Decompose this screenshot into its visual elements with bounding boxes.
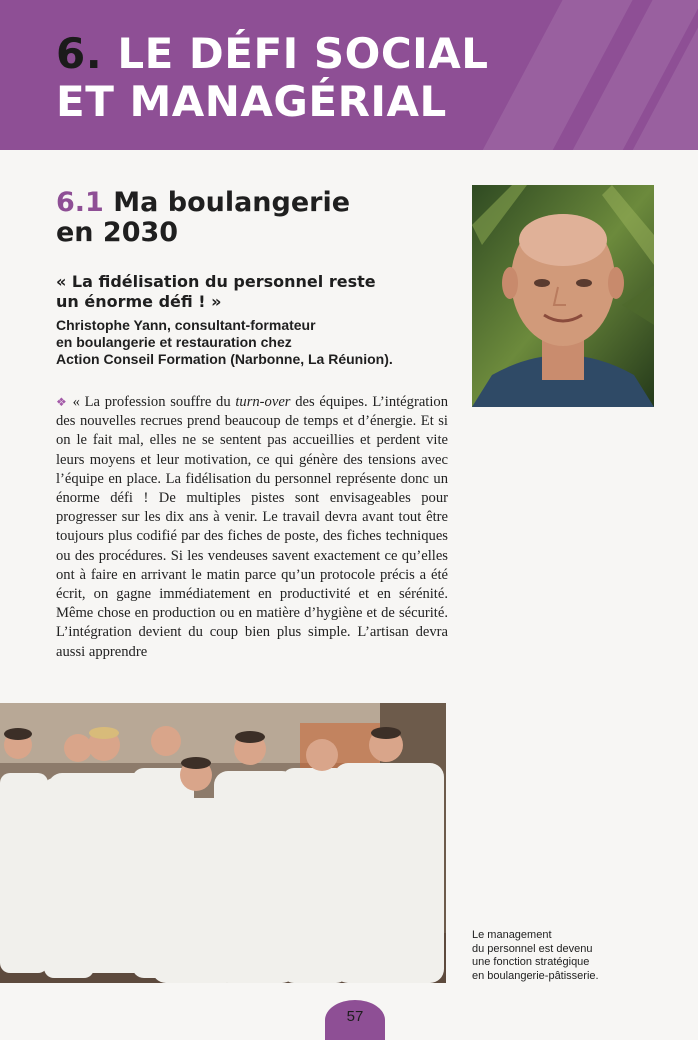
body-rest: des équipes. L’intégration des nouvelles recrues prend beaucoup de temps et d’énergie. Et si on le fait mal, elles ne se sentent pas accueillies et perdent vite leurs moyens et leur motivation, ce qui génère des tensions avec l’équipe en place. La fidélisation du personnel représente donc un énorme défi ! De multiples pistes sont envisageables pour progresser sur les dix ans à venir. Le travail devra avant tout être toujours plus codifié par des fiches de poste, des fiches techniques ou des procédures. Si les vendeuses savent exactement ce qu’elles ont à faire en arrivant le matin parce qu’un protocole précis a été écrit, on gagne immédiatement en productivité et en sérénité. Même chose en production ou en matière d’hygiène et de sécurité. L’intégration devient du coup bien plus simple. L’artisan devra aussi apprendre: [56, 394, 448, 660]
diamond-bullet-icon: ❖: [56, 395, 68, 409]
caption-line2: du personnel est devenu: [472, 942, 593, 955]
body-start: « La profession souffre du: [72, 394, 236, 410]
chapter-title: [56, 30, 489, 126]
article-body: [56, 393, 448, 662]
chapter-title-line2: ET MANAGÉRIAL: [56, 77, 447, 126]
byline: [56, 317, 456, 368]
byline-line3: Action Conseil Formation (Narbonne, La Réunion).: [56, 351, 393, 367]
quote-line2: un énorme défi ! »: [56, 292, 222, 311]
section-title-line2: en 2030: [56, 217, 179, 248]
byline-line2: en boulangerie et restauration chez: [56, 334, 292, 350]
caption-line1: Le management: [472, 929, 552, 941]
portrait-photo: [472, 185, 654, 407]
chapter-title-line1: LE DÉFI SOCIAL: [117, 29, 489, 78]
portrait-image: [472, 185, 654, 407]
byline-line1: Christophe Yann, consultant-formateur: [56, 317, 316, 333]
team-photo: [0, 703, 446, 983]
body-italic: turn-over: [235, 394, 291, 410]
pull-quote: [56, 272, 456, 312]
chapter-number: 6.: [56, 29, 103, 78]
quote-line1: « La fidélisation du personnel reste: [56, 272, 376, 291]
caption-line3: une fonction stratégique: [472, 956, 590, 968]
chapter-banner: [0, 0, 698, 150]
team-image: [0, 703, 446, 983]
caption-line4: en boulangerie-pâtisserie.: [472, 969, 599, 982]
section-title-line1: Ma boulangerie: [113, 187, 351, 218]
section-title: [56, 188, 456, 248]
photo-caption: [472, 929, 672, 983]
section-number: 6.1: [56, 187, 104, 218]
page-number: 57: [325, 1000, 385, 1040]
